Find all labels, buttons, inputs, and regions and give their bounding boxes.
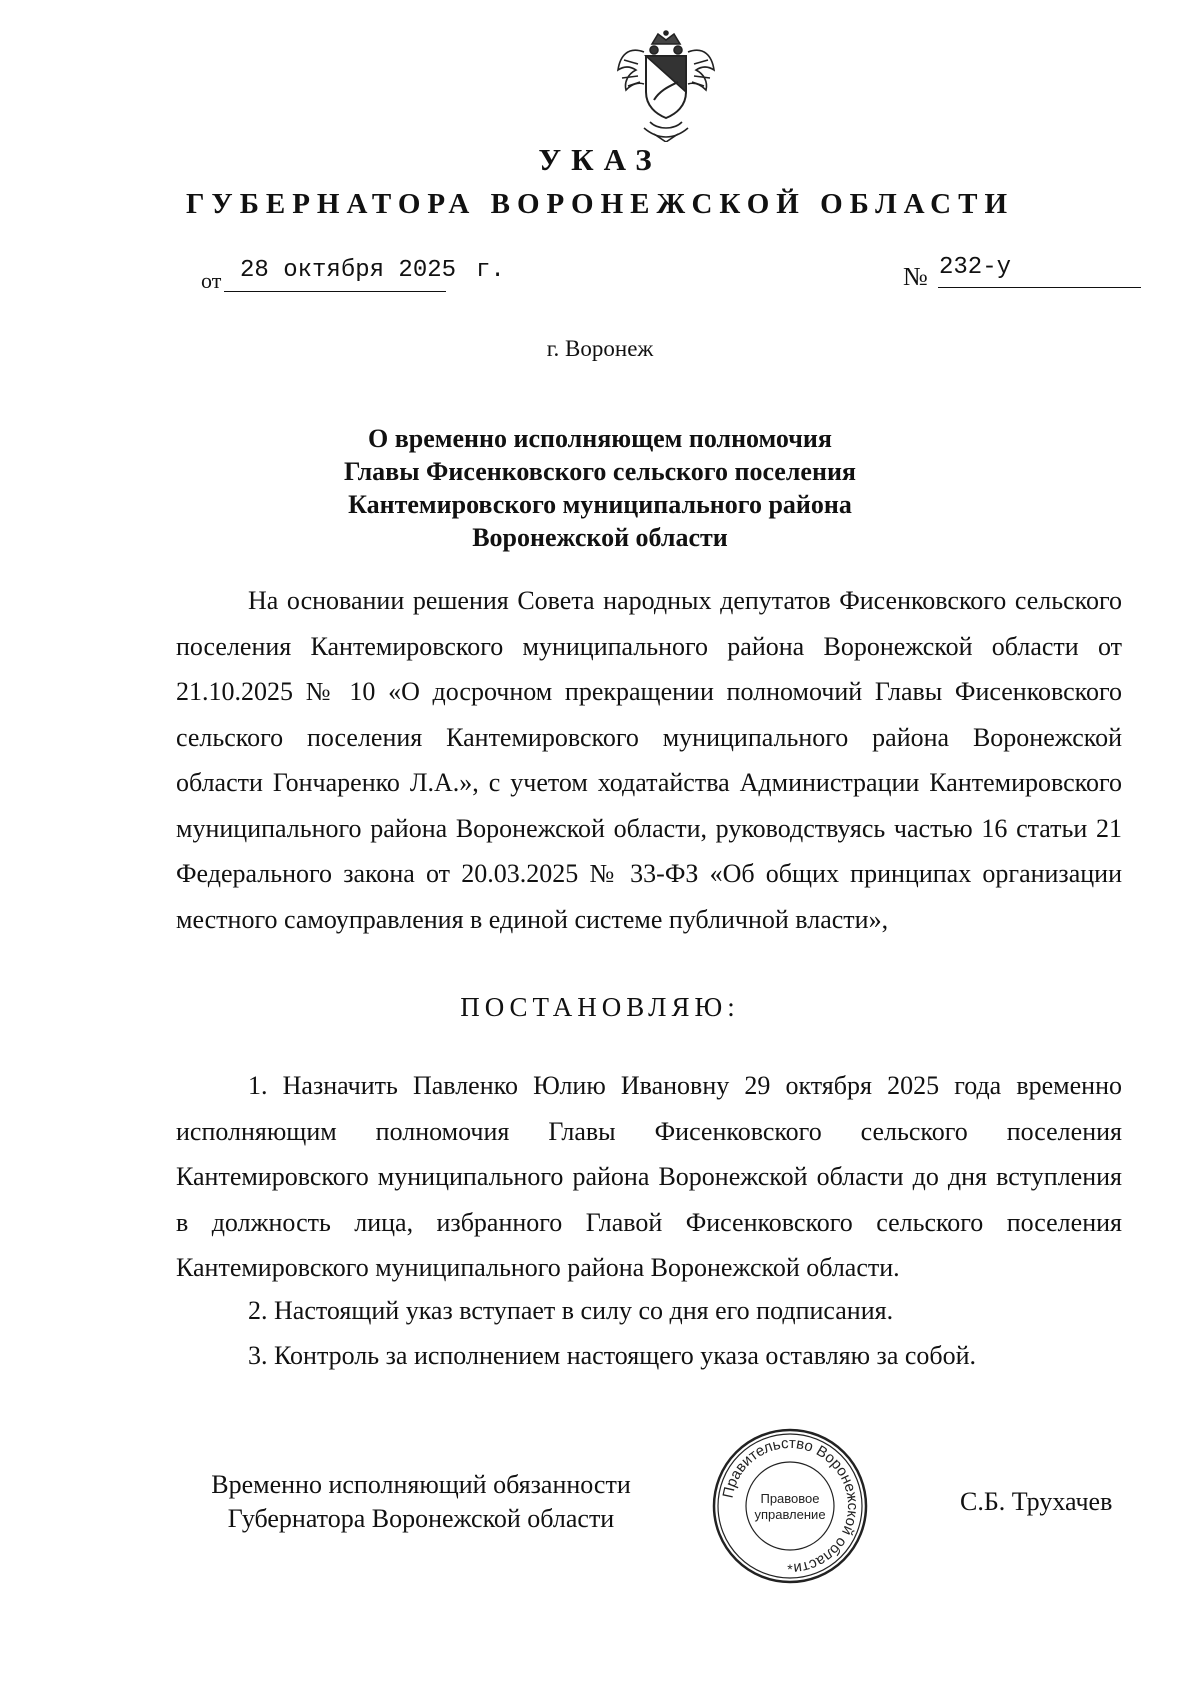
decree-item-text: 3. Контроль за исполнением настоящего указа оставляю за собой. (248, 1341, 977, 1370)
subject-line: Главы Фисенковского сельского поселения (343, 457, 856, 486)
stamp-ring-text: Правительство Воронежской области (719, 1434, 862, 1577)
signatory-name: С.Б. Трухачев (960, 1487, 1113, 1516)
governor-title: ГУБЕРНАТОРА ВОРОНЕЖСКОЙ ОБЛАСТИ (185, 188, 1015, 220)
stamp-star: * (787, 1561, 793, 1577)
position-line: Временно исполняющий обязанности (211, 1470, 631, 1499)
city: г. Воронеж (546, 336, 654, 361)
official-stamp-icon (710, 1426, 870, 1586)
decree-item-text: 2. Настоящий указ вступает в силу со дня его подписания. (248, 1296, 894, 1325)
position-line: Губернатора Воронежской области (227, 1504, 615, 1533)
coat-of-arms-icon (614, 30, 718, 142)
decree-item (176, 1333, 1122, 1379)
decree-item (176, 1288, 1122, 1334)
number-underline (938, 287, 1141, 288)
preamble-paragraph (176, 578, 1122, 942)
signatory-position (186, 1468, 656, 1536)
date-underline (224, 291, 446, 292)
stamp-center-line: Правовое (760, 1491, 820, 1506)
resolve-heading: ПОСТАНОВЛЯЮ: (460, 992, 740, 1022)
subject-line: О временно исполняющем полномочия (368, 424, 832, 453)
date-prefix: от (201, 268, 222, 293)
decree-subject (0, 422, 1200, 554)
decree-item-text: 1. Назначить Павленко Юлию Ивановну 29 октября 2025 года временно исполняющим полномочия Главы Фисенковского сельского поселения Кантемировского муниципального района Воронежской области до дня вступления в должность лица, избранного Главой Фисенковского сельского поселения Кантемировского муниципального района Воронежской области. (176, 1071, 1122, 1282)
preamble-text: На основании решения Совета народных депутатов Фисенковского сельского поселения Кантемировского муниципального района Воронежской области от 21.10.2025 № 10 «О досрочном прекращении полномочий Главы Фисенковского сельского поселения Кантемировского муниципального района Воронежской области Гончаренко Л.А.», с учетом ходатайства Администрации Кантемировского муниципального района Воронежской области, руководствуясь частью 16 статьи 21 Федерального закона от 20.03.2025 № 33-ФЗ «Об общих принципах организации местного самоуправления в единой системе публичной власти», (176, 586, 1122, 934)
date-suffix: г. (476, 257, 505, 284)
subject-line: Кантемировского муниципального района (348, 490, 852, 519)
number-sign: № (903, 262, 928, 291)
decree-number: 232-у (939, 254, 1012, 281)
decree-title: УКАЗ (538, 142, 662, 177)
decree-date: 28 октября 2025 (240, 257, 457, 284)
subject-line: Воронежской области (472, 523, 728, 552)
stamp-center-line: управление (754, 1507, 826, 1522)
decree-item (176, 1063, 1122, 1291)
